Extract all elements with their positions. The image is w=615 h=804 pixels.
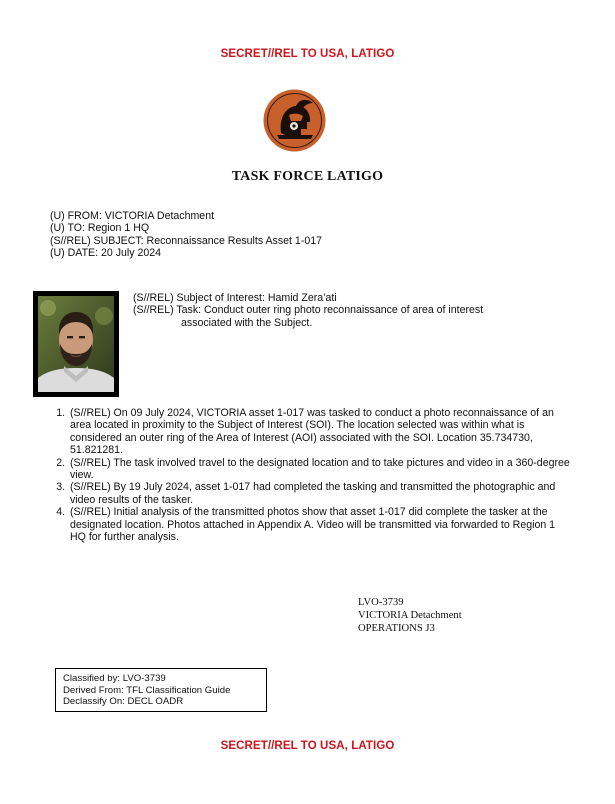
signature-office: OPERATIONS J3 <box>358 623 435 634</box>
paragraph-item: 3. (S//REL) By 19 July 2024, asset 1-017 had completed the tasking and transmitted the photographic and video results of the tasker. <box>68 481 573 506</box>
subject-photo <box>33 291 119 397</box>
report-paragraphs <box>50 407 573 543</box>
memo-subject: (S//REL) SUBJECT: Reconnaissance Results Asset 1-017 <box>50 234 323 247</box>
memo-from: (U) FROM: VICTORIA Detachment <box>50 210 215 222</box>
classification-authority-box <box>55 668 267 712</box>
memo-to: (U) TO: Region 1 HQ <box>50 222 150 235</box>
signature-unit: VICTORIA Detachment <box>358 610 462 621</box>
memo-header <box>50 210 322 260</box>
task-line-continuation: associated with the Subject. <box>181 316 313 329</box>
classified-by: Classified by: LVO-3739 <box>63 673 166 684</box>
paragraph-item: 1. (S//REL) On 09 July 2024, VICTORIA asset 1-017 was tasked to conduct a photo reconnaissance of an area located in proximity to the Subject of Interest (SOI). The location selected was within what is considered an outer ring of the Area of Interest (AOI) associated with the SOI. Location 35.734730, 51.821281. <box>68 407 573 457</box>
task-line: (S//REL) Task: Conduct outer ring photo reconnaissance of area of interest <box>133 304 484 317</box>
soi-line: (S//REL) Subject of Interest: Hamid Zera’ati <box>133 292 337 304</box>
subject-portrait-image <box>38 296 114 392</box>
organization-title: TASK FORCE LATIGO <box>231 169 384 184</box>
signature-block <box>358 596 462 635</box>
subject-of-interest-block <box>133 292 553 329</box>
paragraph-item: 4. (S//REL) Initial analysis of the transmitted photos show that asset 1-017 did complete the tasker at the designated location. Photos attached in Appendix A. Video will be transmitted via forwarded to Region 1 HQ for further analysis. <box>68 506 573 543</box>
classification-banner-top: SECRET//REL TO USA, LATIGO <box>220 48 395 60</box>
memo-date: (U) DATE: 20 July 2024 <box>50 247 162 260</box>
classification-banner-bottom: SECRET//REL TO USA, LATIGO <box>220 740 395 752</box>
declassify-on: Declassify On: DECL OADR <box>63 696 184 708</box>
derived-from: Derived From: TFL Classification Guide <box>63 684 231 696</box>
paragraph-item: 2. (S//REL) The task involved travel to the designated location and to take pictures and video in a 360-degree view. <box>68 457 573 482</box>
spartan-helmet-seal-icon <box>263 89 326 152</box>
signature-id: LVO-3739 <box>358 597 404 608</box>
